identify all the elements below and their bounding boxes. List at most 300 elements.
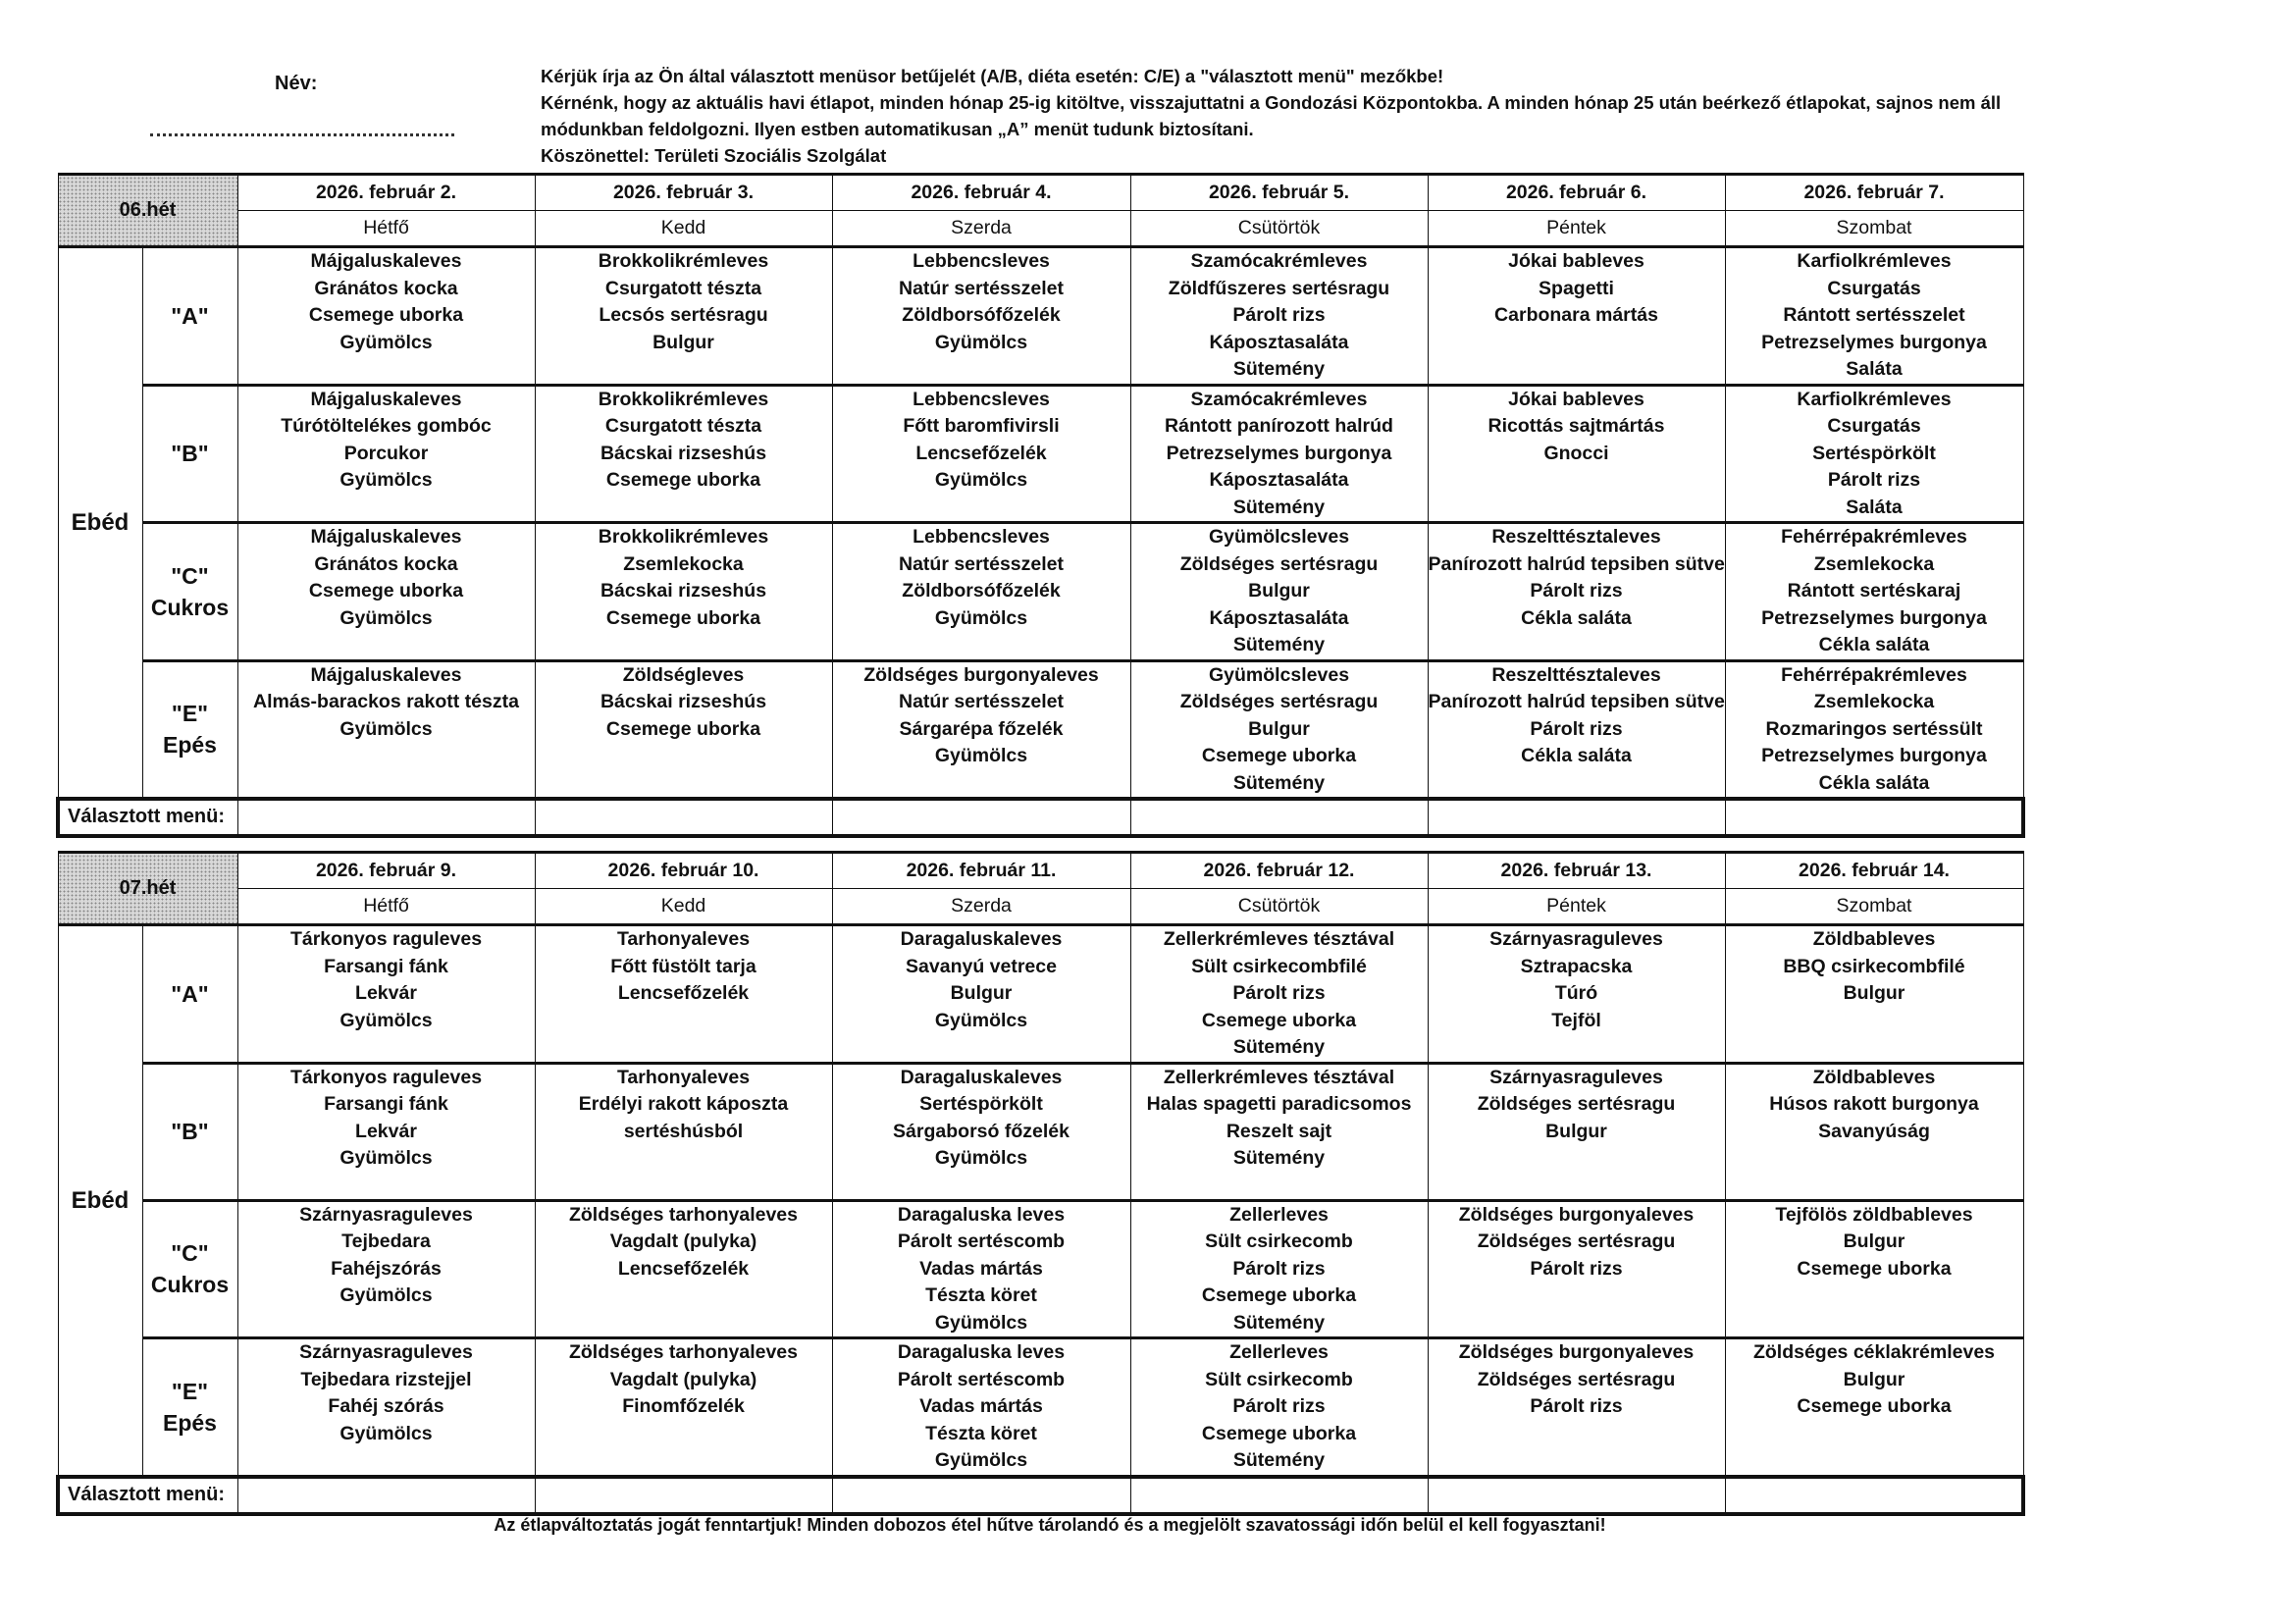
dish-item: Zellerleves — [1229, 1203, 1329, 1226]
dish-item: Zöldségleves — [622, 663, 745, 686]
dish-item: Zöldborsófőzelék — [902, 304, 1061, 326]
dish-item: Szamócakrémleves — [1190, 388, 1368, 410]
dish-item: Sütemény — [1232, 634, 1326, 655]
chosen-menu-input[interactable] — [1428, 1477, 1725, 1514]
dish-item: Gyümölcs — [339, 331, 433, 353]
dish-item: Gyümölcs — [339, 1422, 433, 1444]
dish-item: Reszelt sajt — [1226, 1120, 1332, 1142]
menu-cell — [1725, 523, 2023, 661]
dish-item: Fehérrépakrémleves — [1781, 526, 1967, 548]
menu-row — [58, 1338, 2023, 1477]
menu-category-code: "C" — [171, 1240, 209, 1267]
meal-label: Ebéd — [58, 247, 142, 800]
dish-item: Zellerkrémleves tésztával — [1163, 1066, 1395, 1088]
meal-label: Ebéd — [58, 925, 142, 1477]
dish-item: Almás-barackos rakott tészta — [253, 691, 519, 712]
dish-item: Párolt rizs — [1530, 1395, 1623, 1417]
day-date: 2026. február 12. — [1130, 853, 1428, 889]
name-field[interactable] — [150, 126, 454, 136]
dish-item: Párolt rizs — [1232, 1257, 1326, 1280]
dish-item: Csemege uborka — [308, 580, 464, 602]
dish-item: Karfiolkrémleves — [1797, 250, 1952, 272]
day-date: 2026. február 14. — [1725, 853, 2023, 889]
dish-item: Zöldséges tarhonyaleves — [568, 1341, 798, 1363]
dish-item: Spagetti — [1539, 277, 1614, 299]
dish-item: Zöldséges tarhonyaleves — [568, 1203, 798, 1226]
dish-item: Sertéspörkölt — [1812, 442, 1936, 464]
day-name: Hétfő — [237, 889, 535, 925]
dish-item: Bulgur — [1248, 580, 1310, 602]
dish-item: Tarhonyaleves — [616, 1066, 751, 1088]
chosen-menu-input[interactable] — [237, 1477, 535, 1514]
menu-cell — [237, 523, 535, 661]
menu-category-code: "A" — [171, 980, 209, 1007]
dish-item: Káposztasaláta — [1209, 606, 1349, 629]
chosen-menu-input[interactable] — [1130, 1477, 1428, 1514]
dish-item: Zellerkrémleves tésztával — [1163, 928, 1395, 950]
dish-item: Gyümölcs — [934, 1147, 1028, 1169]
dish-item: Natúr sertésszelet — [899, 552, 1064, 575]
dish-item: Petrezselymes burgonya — [1761, 745, 1987, 766]
dish-item: Petrezselymes burgonya — [1166, 442, 1392, 464]
dish-item: Vagdalt (pulyka) — [609, 1368, 757, 1390]
dish-item: Sztrapacska — [1520, 955, 1633, 977]
dish-item: Lencsefőzelék — [617, 1257, 750, 1280]
dish-item: Erdélyi rakott káposzta — [578, 1093, 789, 1115]
menu-cell — [1130, 1200, 1428, 1338]
dish-item: Csemege uborka — [1797, 1395, 1952, 1417]
menu-cell — [832, 1338, 1130, 1477]
menu-cell — [535, 1338, 832, 1477]
dish-item: Sütemény — [1232, 1449, 1326, 1471]
dish-item: Cékla saláta — [1818, 771, 1930, 794]
dish-item: Zöldséges céklakrémleves — [1752, 1341, 1996, 1363]
dish-item: Sült csirkecombfilé — [1191, 955, 1367, 977]
dish-item: Brokkolikrémleves — [598, 526, 769, 548]
day-name: Kedd — [535, 211, 832, 247]
dish-item: Párolt rizs — [1530, 580, 1623, 602]
dish-item: Főtt baromfivirsli — [903, 415, 1060, 437]
dish-item: Tejfölös zöldbableves — [1775, 1203, 1973, 1226]
instructions — [541, 63, 2001, 169]
dish-item: Gyümölcs — [934, 606, 1028, 629]
dish-item: Zsemlekocka — [1813, 552, 1935, 575]
dish-item: Savanyúság — [1818, 1120, 1930, 1142]
dish-item: Gyümölcs — [934, 331, 1028, 353]
dish-item: Csemege uborka — [605, 606, 761, 629]
dish-item: Sütemény — [1232, 358, 1326, 380]
dish-item: Gyümölcs — [339, 1009, 433, 1031]
dish-item: Lekvár — [355, 982, 417, 1004]
dish-item: Gránátos kocka — [314, 552, 458, 575]
dish-item: Párolt rizs — [1530, 1257, 1623, 1280]
dish-item: Jókai bableves — [1508, 250, 1644, 272]
menu-category-code: "E" — [171, 701, 209, 727]
week-menu-table — [56, 851, 2025, 1516]
menu-cell — [832, 247, 1130, 386]
menu-cell — [535, 1063, 832, 1200]
dish-item: Zsemlekocka — [1813, 691, 1935, 712]
dish-item: Petrezselymes burgonya — [1761, 606, 1987, 629]
dish-item: Sült csirkecomb — [1205, 1368, 1353, 1390]
dish-item: Daragaluska leves — [897, 1203, 1066, 1226]
dish-item: BBQ csirkecombfilé — [1783, 955, 1965, 977]
day-name: Kedd — [535, 889, 832, 925]
menu-category-code: "A" — [171, 302, 209, 329]
dish-item: Zöldséges burgonyaleves — [1458, 1341, 1695, 1363]
dish-item: Panírozott halrúd tepsiben sütve — [1428, 552, 1725, 575]
dish-item: Reszelttésztaleves — [1491, 663, 1661, 686]
chosen-menu-input[interactable] — [535, 799, 832, 836]
chosen-menu-label: Választott menü: — [58, 799, 237, 836]
week-menu-table — [56, 173, 2025, 838]
dish-item: Sertéspörkölt — [919, 1093, 1043, 1115]
dish-item: Lebbencsleves — [913, 526, 1050, 548]
day-name: Szerda — [832, 211, 1130, 247]
day-date: 2026. február 3. — [535, 175, 832, 211]
chosen-menu-input[interactable] — [237, 799, 535, 836]
instruction-line: Kérjük írja az Ön által választott menüsor betűjelét (A/B, diéta esetén: C/E) a "választott menü" mezőkbe! — [541, 66, 1444, 86]
menu-cell — [1130, 385, 1428, 523]
dish-item: Panírozott halrúd tepsiben sütve — [1428, 691, 1725, 712]
dish-item: Gnocci — [1543, 442, 1609, 464]
dish-item: Párolt sertéscomb — [897, 1230, 1066, 1252]
dish-item: Csemege uborka — [308, 304, 464, 326]
dish-item: Sütemény — [1232, 1147, 1326, 1169]
dish-item: Rozmaringos sertéssült — [1765, 717, 1983, 740]
dish-item: Sütemény — [1232, 1036, 1326, 1058]
chosen-menu-input[interactable] — [832, 799, 1130, 836]
dish-item: Csurgatott tészta — [604, 415, 762, 437]
dish-item: Gyümölcs — [934, 469, 1028, 491]
dish-item: Sárgaborsó főzelék — [893, 1120, 1070, 1142]
dish-item: Párolt rizs — [1232, 982, 1326, 1004]
footer-note: Az étlapváltoztatás jogát fenntartjuk! Minden dobozos étel hűtve tárolandó és a megjelölt szavatossági időn belül el kell fogyasztani! — [494, 1515, 1606, 1535]
menu-cell — [832, 385, 1130, 523]
menu-cell — [535, 523, 832, 661]
menu-category-diet: Cukros — [150, 1272, 230, 1298]
dish-item: Bulgur — [1248, 717, 1310, 740]
dish-item: Gyümölcs — [934, 1009, 1028, 1031]
dish-item: Csurgatott tészta — [604, 277, 762, 299]
chosen-menu-input[interactable] — [535, 1477, 832, 1514]
dish-item: Sütemény — [1232, 1311, 1326, 1334]
menu-cell — [237, 660, 535, 799]
dish-item: Párolt rizs — [1232, 1395, 1326, 1417]
dish-item: Ricottás sajtmártás — [1487, 415, 1665, 437]
dish-item: Túró — [1554, 982, 1598, 1004]
dish-item: Csurgatás — [1827, 415, 1921, 437]
dish-item: Gyümölcs — [934, 1311, 1028, 1334]
menu-row — [58, 385, 2023, 523]
menu-cell — [237, 1200, 535, 1338]
dish-item: Bácskai rizseshús — [600, 580, 767, 602]
dish-item: Fahéj szórás — [328, 1395, 444, 1417]
dish-item: Májgaluskaleves — [310, 250, 462, 272]
menu-cell — [1725, 925, 2023, 1064]
dish-item: Szárnyasraguleves — [299, 1203, 473, 1226]
dish-item: Zöldséges sertésragu — [1477, 1368, 1676, 1390]
menu-cell — [1428, 1200, 1725, 1338]
dish-item: Gyümölcs — [339, 606, 433, 629]
menu-category — [142, 523, 237, 661]
dish-item: Gránátos kocka — [314, 277, 458, 299]
menu-cell — [1725, 660, 2023, 799]
chosen-menu-label: Választott menü: — [58, 1477, 237, 1514]
day-date: 2026. február 13. — [1428, 853, 1725, 889]
dish-item: Csemege uborka — [1201, 1422, 1357, 1444]
menu-row — [58, 1200, 2023, 1338]
chosen-menu-input[interactable] — [832, 1477, 1130, 1514]
dish-item: Gyümölcsleves — [1208, 526, 1350, 548]
chosen-menu-input[interactable] — [1428, 799, 1725, 836]
menu-cell — [1130, 1338, 1428, 1477]
dish-item: Lecsós sertésragu — [599, 304, 768, 326]
menu-cell — [1428, 925, 1725, 1064]
dish-item: Carbonara mártás — [1494, 304, 1658, 326]
dish-item: Káposztasaláta — [1209, 469, 1349, 491]
dish-item: Bulgur — [1843, 1230, 1905, 1252]
dish-item: Tejbedara — [341, 1230, 431, 1252]
menu-category — [142, 660, 237, 799]
dish-item: Zöldséges sertésragu — [1477, 1093, 1676, 1115]
menu-cell — [832, 925, 1130, 1064]
dish-item: Gyümölcs — [934, 1449, 1028, 1471]
menu-row — [58, 660, 2023, 799]
instruction-line: Köszönettel: Területi Szociális Szolgálat — [541, 145, 887, 166]
dish-item: Bulgur — [652, 331, 714, 353]
dish-item: Tészta köret — [925, 1422, 1037, 1444]
dish-item: Zsemlekocka — [623, 552, 744, 575]
menu-category-diet: Epés — [163, 1409, 217, 1436]
menu-category — [142, 247, 237, 386]
menu-cell — [1725, 1200, 2023, 1338]
dish-item: Cékla saláta — [1521, 745, 1632, 766]
dish-item: Tejföl — [1551, 1009, 1601, 1031]
dish-item: Petrezselymes burgonya — [1761, 331, 1987, 353]
dish-item: Bácskai rizseshús — [600, 691, 767, 712]
dish-item: Cékla saláta — [1818, 634, 1930, 655]
dish-item: Gyümölcs — [339, 469, 433, 491]
menu-cell — [1428, 385, 1725, 523]
dish-item: Gyümölcsleves — [1208, 663, 1350, 686]
dish-item: Szárnyasraguleves — [299, 1341, 473, 1363]
menu-cell — [237, 1063, 535, 1200]
dish-item: Brokkolikrémleves — [598, 388, 769, 410]
day-date: 2026. február 7. — [1725, 175, 2023, 211]
dish-item: Bácskai rizseshús — [600, 442, 767, 464]
dish-item: Daragaluskaleves — [900, 928, 1063, 950]
dish-item: Párolt rizs — [1530, 717, 1623, 740]
day-name: Csütörtök — [1130, 211, 1428, 247]
menu-cell — [535, 385, 832, 523]
dish-item: Csurgatás — [1827, 277, 1921, 299]
dish-item: Tészta köret — [925, 1284, 1037, 1306]
menu-cell — [832, 1200, 1130, 1338]
menu-row — [58, 247, 2023, 386]
menu-category-code: "C" — [171, 562, 209, 589]
dish-item: Vadas mártás — [919, 1257, 1043, 1280]
menu-cell — [1428, 523, 1725, 661]
dish-item: Gyümölcs — [934, 745, 1028, 766]
dish-item: Főtt füstölt tarja — [610, 955, 757, 977]
menu-cell — [1130, 660, 1428, 799]
dish-item: Savanyú vetrece — [906, 955, 1057, 977]
menu-cell — [1725, 247, 2023, 386]
day-date: 2026. február 9. — [237, 853, 535, 889]
day-date: 2026. február 10. — [535, 853, 832, 889]
dish-item: Párolt rizs — [1232, 304, 1326, 326]
dish-item: Vadas mártás — [919, 1395, 1043, 1417]
dish-item: Bulgur — [1545, 1120, 1607, 1142]
dish-item: Porcukor — [343, 442, 429, 464]
menu-cell — [535, 925, 832, 1064]
menu-cell — [535, 247, 832, 386]
day-date: 2026. február 5. — [1130, 175, 1428, 211]
dish-item: Gyümölcs — [339, 1284, 433, 1306]
day-name: Hétfő — [237, 211, 535, 247]
dish-item: Finomfőzelék — [622, 1395, 745, 1417]
dish-item: Csemege uborka — [1797, 1257, 1952, 1280]
dish-item: Csemege uborka — [1201, 745, 1357, 766]
menu-cell — [1428, 660, 1725, 799]
menu-cell — [1130, 1063, 1428, 1200]
day-name: Szombat — [1725, 889, 2023, 925]
dish-item: Farsangi fánk — [324, 1093, 448, 1115]
dish-item: Zöldséges sertésragu — [1179, 691, 1379, 712]
menu-cell — [1725, 1063, 2023, 1200]
dish-item: Csemege uborka — [1201, 1284, 1357, 1306]
dish-item: Zöldfűszeres sertésragu — [1168, 277, 1390, 299]
menu-cell — [1428, 1338, 1725, 1477]
dish-item: Tarhonyaleves — [616, 928, 751, 950]
instruction-line: Kérnénk, hogy az aktuális havi étlapot, minden hónap 25-ig kitöltve, visszajuttatni a Gondozási Központokba. A minden hónap 25 után beérkező étlapokat, sajnos nem áll — [541, 92, 2002, 113]
dish-item: Szamócakrémleves — [1190, 250, 1368, 272]
week-label: 06.hét — [58, 175, 237, 247]
menu-cell — [832, 523, 1130, 661]
menu-cell — [1428, 247, 1725, 386]
dish-item: Daragaluska leves — [897, 1341, 1066, 1363]
dish-item: Brokkolikrémleves — [598, 250, 769, 272]
dish-item: Gyümölcs — [339, 717, 433, 740]
dish-item: Saláta — [1846, 358, 1903, 380]
dish-item: Tejbedara rizstejjel — [300, 1368, 472, 1390]
menu-row — [58, 925, 2023, 1064]
menu-category-diet: Epés — [163, 732, 217, 759]
dish-item: Bulgur — [950, 982, 1013, 1004]
dish-item: Zöldséges sertésragu — [1477, 1230, 1676, 1252]
dish-item: Halas spagetti paradicsomos — [1146, 1093, 1412, 1115]
dish-item: Bulgur — [1843, 1368, 1905, 1390]
menu-cell — [1130, 925, 1428, 1064]
day-date: 2026. február 2. — [237, 175, 535, 211]
day-name: Csütörtök — [1130, 889, 1428, 925]
dish-item: Zöldbableves — [1812, 928, 1936, 950]
dish-item: Tárkonyos raguleves — [289, 1066, 483, 1088]
dish-item: Szárnyasraguleves — [1489, 1066, 1663, 1088]
dish-item: Zellerleves — [1229, 1341, 1329, 1363]
name-label: Név: — [275, 73, 318, 94]
day-date: 2026. február 4. — [832, 175, 1130, 211]
dish-item: Lebbencsleves — [913, 388, 1050, 410]
menu-category — [142, 1338, 237, 1477]
day-name: Szombat — [1725, 211, 2023, 247]
menu-cell — [1725, 1338, 2023, 1477]
dish-item: Bulgur — [1843, 982, 1905, 1004]
menu-cell — [832, 660, 1130, 799]
dish-item: Sütemény — [1232, 771, 1326, 794]
dish-item: Gyümölcs — [339, 1147, 433, 1169]
dish-item: Párolt rizs — [1827, 469, 1921, 491]
dish-item: Májgaluskaleves — [310, 526, 462, 548]
menu-category-code: "B" — [171, 1119, 209, 1144]
chosen-menu-input[interactable] — [1725, 799, 2023, 836]
dish-item: Rántott panírozott halrúd — [1165, 415, 1393, 437]
menu-cell — [237, 1338, 535, 1477]
menu-cell — [1725, 385, 2023, 523]
chosen-menu-input[interactable] — [1725, 1477, 2023, 1514]
menu-cell — [237, 925, 535, 1064]
dish-item: Sárgarépa főzelék — [899, 717, 1064, 740]
dish-item: Jókai bableves — [1508, 388, 1644, 410]
day-name: Péntek — [1428, 889, 1725, 925]
dish-item: Rántott sertéskaraj — [1787, 580, 1961, 602]
dish-item: Fahéjszórás — [331, 1257, 442, 1280]
dish-item: sertéshúsból — [623, 1120, 744, 1142]
chosen-menu-input[interactable] — [1130, 799, 1428, 836]
week-label: 07.hét — [58, 853, 237, 925]
menu-row — [58, 1063, 2023, 1200]
dish-item: Zöldbableves — [1812, 1066, 1936, 1088]
dish-item: Zöldséges burgonyaleves — [863, 663, 1099, 686]
dish-item: Lebbencsleves — [913, 250, 1050, 272]
dish-item: Túrótöltelékes gombóc — [281, 415, 492, 437]
menu-cell — [237, 247, 535, 386]
menu-category-code: "B" — [171, 441, 209, 467]
dish-item: Csemege uborka — [605, 717, 761, 740]
menu-category — [142, 1200, 237, 1338]
menu-cell — [1130, 247, 1428, 386]
dish-item: Húsos rakott burgonya — [1769, 1093, 1979, 1115]
dish-item: Párolt sertéscomb — [897, 1368, 1066, 1390]
dish-item: Lencsefőzelék — [617, 982, 750, 1004]
dish-item: Natúr sertésszelet — [899, 691, 1064, 712]
instruction-line: módunkban feldolgozni. Ilyen estben automatikusan „A” menüt tudunk biztosítani. — [541, 119, 1254, 139]
menu-cell — [535, 1200, 832, 1338]
menu-category — [142, 1063, 237, 1200]
menu-row — [58, 523, 2023, 661]
dish-item: Farsangi fánk — [324, 955, 448, 977]
dish-item: Zöldborsófőzelék — [902, 580, 1061, 602]
menu-cell — [237, 385, 535, 523]
dish-item: Szárnyasraguleves — [1489, 928, 1663, 950]
menu-cell — [535, 660, 832, 799]
day-name: Szerda — [832, 889, 1130, 925]
dish-item: Rántott sertésszelet — [1783, 304, 1965, 326]
dish-item: Daragaluskaleves — [900, 1066, 1063, 1088]
dish-item: Natúr sertésszelet — [899, 277, 1064, 299]
dish-item: Májgaluskaleves — [310, 663, 462, 686]
dish-item: Vagdalt (pulyka) — [609, 1230, 757, 1252]
dish-item: Zöldséges burgonyaleves — [1458, 1203, 1695, 1226]
dish-item: Csemege uborka — [1201, 1009, 1357, 1031]
menu-cell — [1428, 1063, 1725, 1200]
dish-item: Lencsefőzelék — [915, 442, 1047, 464]
menu-category-diet: Cukros — [150, 594, 230, 620]
dish-item: Zöldséges sertésragu — [1179, 552, 1379, 575]
menu-cell — [1130, 523, 1428, 661]
menu-category-code: "E" — [171, 1378, 209, 1404]
